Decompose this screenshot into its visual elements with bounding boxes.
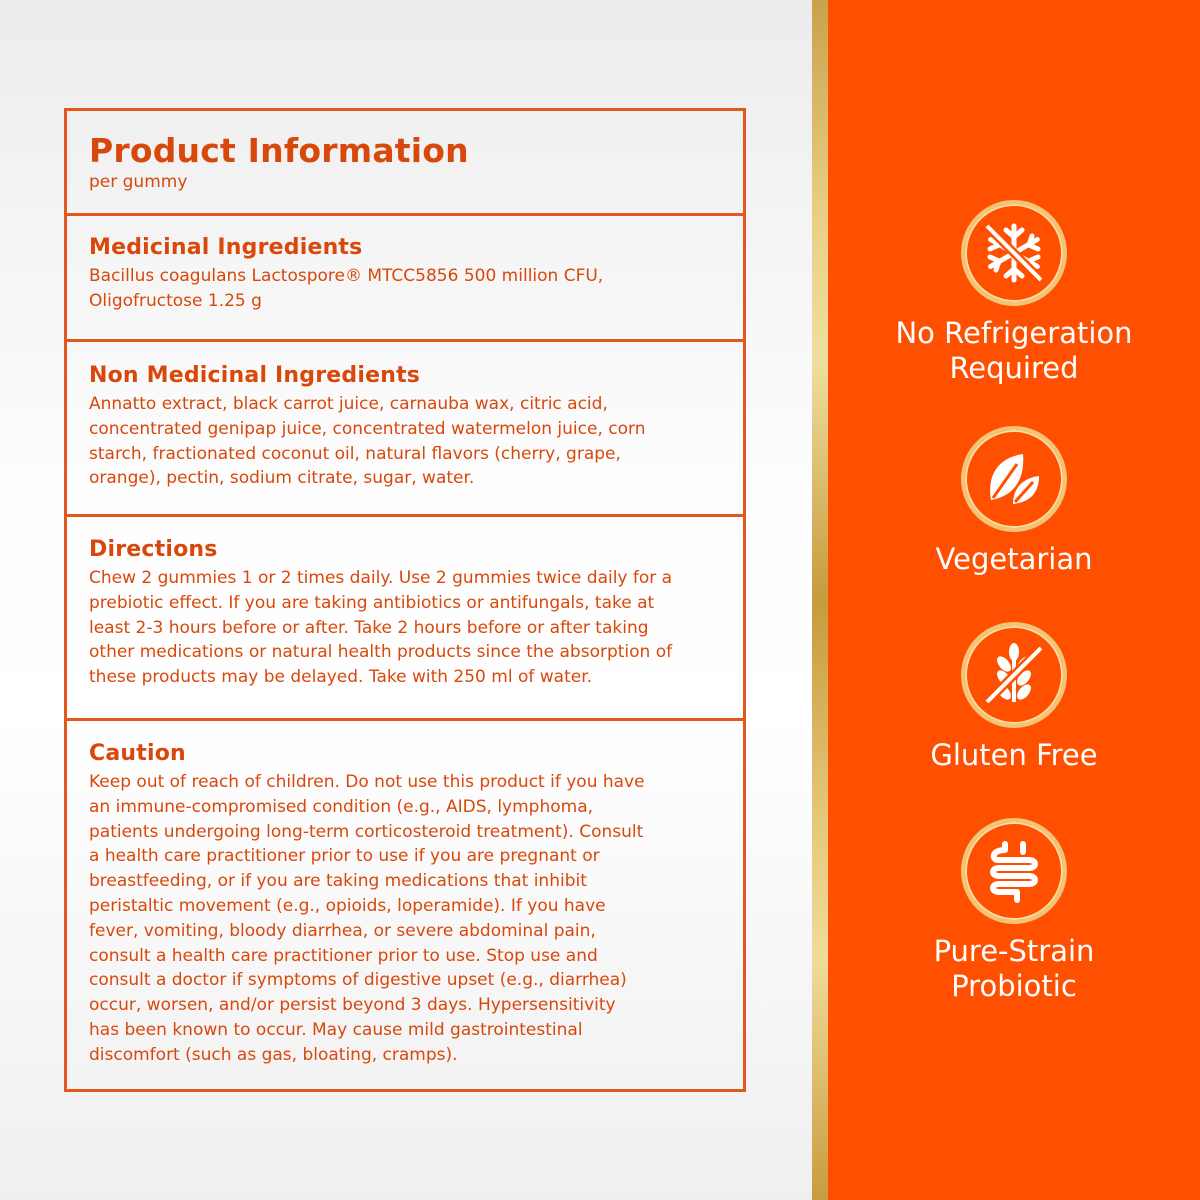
badge-gluten-free [828,622,1200,782]
section-text: Chew 2 gummies 1 or 2 times daily. Use 2 gummies twice daily for a prebiotic effect. If you are taking antibiotics or antifungals, take at least 2-3 hours before or after. Take 2 hours before or after taking other medications or natural health products since the absorption of these products may be delayed. Take with 250 ml of water. [89,568,673,688]
no-snowflake-icon [973,212,1055,294]
features-panel [828,0,1200,1200]
no-wheat-icon [973,634,1055,716]
section-heading: Directions [89,537,218,562]
leaves-icon [973,438,1055,520]
badge-pure-strain-probiotic [828,818,1200,1018]
badge-label: Pure-Strain Probiotic [933,934,1095,1003]
badge-label: No Refrigeration Required [895,316,1133,385]
section-heading: Non Medicinal Ingredients [89,363,421,388]
badge-label: Vegetarian [935,542,1093,576]
medicinal-ingredients-section [67,235,743,314]
directions-section [67,537,743,690]
caution-section [67,741,743,1068]
section-divider [67,718,743,721]
gold-divider-strip [812,0,828,1200]
badge-label: Gluten Free [930,738,1098,772]
product-information-panel [64,108,746,1092]
non-medicinal-ingredients-section [67,363,743,491]
badge-icon-circle [961,622,1067,728]
section-heading: Medicinal Ingredients [89,235,363,260]
badge-icon-circle [961,200,1067,306]
section-text: Bacillus coagulans Lactospore® MTCC5856 500 million CFU, Oligofructose 1.25 g [89,266,604,311]
section-text: Keep out of reach of children. Do not use this product if you have an immune-compromised condition (e.g., AIDS, lymphoma, patients undergoing long-term corticosteroid treatment). Consult a health care practitioner prior to use if you are pregnant or breastfeeding, or if you are taking medications that inhibit peristaltic movement (e.g., opioids, loperamide). If you have fever, vomiting, bloody diarrhea, or severe abdominal pain, consult a health care practitioner prior to use. Stop use and consult a doctor if symptoms of digestive upset (e.g., diarrhea) occur, worsen, and/or persist beyond 3 days. Hypersensitivity has been known to occur. May cause mild gastrointestinal discomfort (such as gas, bloating, cramps). [89,772,645,1065]
badge-vegetarian [828,426,1200,586]
section-divider [67,514,743,517]
panel-subtitle: per gummy [89,172,188,192]
section-text: Annatto extract, black carrot juice, carnauba wax, citric acid, concentrated genipap juice, concentrated watermelon juice, corn starch, fractionated coconut oil, natural flavors (cherry, grape, orange), pectin, sodium citrate, sugar, water. [89,394,646,489]
product-information-header [67,131,743,192]
badge-no-refrigeration [828,200,1200,400]
intestine-icon [973,830,1055,912]
badge-icon-circle [961,426,1067,532]
panel-title: Product Information [89,131,469,170]
section-divider [67,339,743,342]
section-divider [67,213,743,216]
section-heading: Caution [89,741,186,766]
badge-icon-circle [961,818,1067,924]
